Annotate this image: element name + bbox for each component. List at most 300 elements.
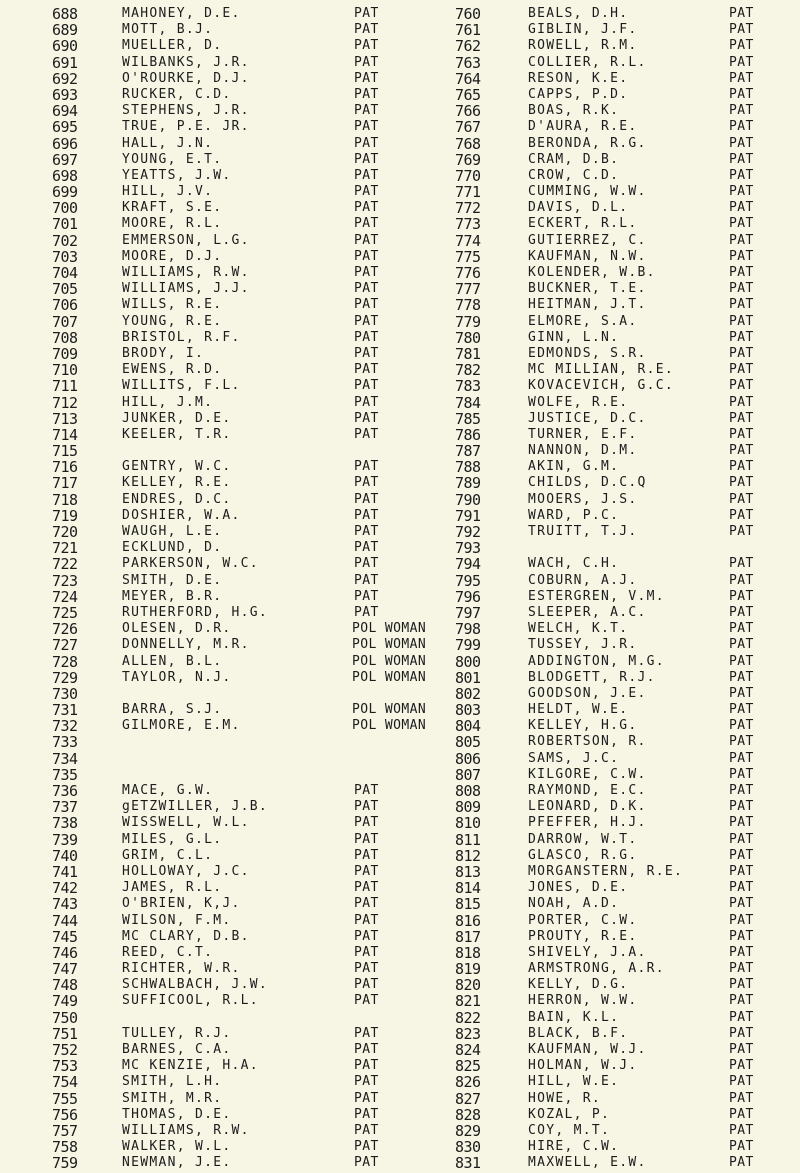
officer-rank: PAT xyxy=(354,1106,379,1122)
officer-rank: PAT xyxy=(354,70,379,86)
officer-rank: POL WOMAN xyxy=(352,669,427,685)
officer-rank: PAT xyxy=(354,896,379,912)
officer-name: GENTRY, W.C. xyxy=(122,459,232,475)
badge-number: 755 xyxy=(52,1089,78,1108)
officer-name: HOWE, R. xyxy=(528,1090,602,1106)
officer-rank: PAT xyxy=(729,507,754,523)
badge-number: 756 xyxy=(52,1105,78,1124)
officer-rank: PAT xyxy=(354,345,379,361)
badge-number: 830 xyxy=(455,1138,481,1157)
officer-rank: PAT xyxy=(729,86,754,102)
badge-number: 701 xyxy=(52,215,78,234)
badge-number: 831 xyxy=(455,1154,481,1173)
officer-name: ESTERGREN, V.M. xyxy=(528,588,665,604)
badge-number: 749 xyxy=(52,992,78,1011)
badge-number: 789 xyxy=(455,474,481,493)
badge-number: 778 xyxy=(455,296,481,315)
badge-number: 783 xyxy=(455,377,481,396)
officer-name: NEWMAN, J.E. xyxy=(122,1155,232,1171)
officer-rank: PAT xyxy=(354,1058,379,1074)
officer-name: WILLIAMS, J.J. xyxy=(122,281,250,297)
officer-name: MOORE, D.J. xyxy=(122,248,223,264)
officer-name: KELLY, D.G. xyxy=(528,977,629,993)
officer-rank: PAT xyxy=(729,896,754,912)
badge-number: 696 xyxy=(52,134,78,153)
badge-number: 730 xyxy=(52,684,78,703)
badge-number: 721 xyxy=(52,539,78,558)
officer-name: HIRE, C.W. xyxy=(528,1139,620,1155)
officer-rank: PAT xyxy=(354,38,379,54)
officer-name: BUCKNER, T.E. xyxy=(528,281,647,297)
officer-name: WILLIAMS, R.W. xyxy=(122,1122,250,1138)
officer-name: DOSHIER, W.A. xyxy=(122,507,241,523)
badge-number: 698 xyxy=(52,166,78,185)
officer-rank: PAT xyxy=(729,993,754,1009)
officer-name: JAMES, R.L. xyxy=(122,880,223,896)
badge-number: 768 xyxy=(455,134,481,153)
officer-rank: PAT xyxy=(729,847,754,863)
officer-name: TAYLOR, N.J. xyxy=(122,669,232,685)
badge-number: 814 xyxy=(455,879,481,898)
officer-rank: PAT xyxy=(729,232,754,248)
badge-number: 764 xyxy=(455,69,481,88)
officer-rank: PAT xyxy=(354,265,379,280)
officer-rank: PAT xyxy=(354,507,379,523)
officer-name: ELMORE, S.A. xyxy=(528,313,638,329)
officer-name: YEATTS, J.W. xyxy=(122,167,232,183)
officer-name: MEYER, B.R. xyxy=(122,588,223,604)
badge-number: 780 xyxy=(455,328,481,347)
officer-rank: POL WOMAN xyxy=(352,653,427,669)
officer-rank: PAT xyxy=(729,588,754,604)
officer-rank: PAT xyxy=(354,313,379,329)
officer-name: WILLITS, F.L. xyxy=(122,378,241,394)
badge-number: 704 xyxy=(52,264,78,282)
officer-name: WILSON, F.M. xyxy=(122,912,232,928)
officer-rank: PAT xyxy=(354,1122,379,1138)
officer-rank: PAT xyxy=(729,1090,754,1106)
officer-rank: PAT xyxy=(729,944,754,960)
officer-name: SMITH, L.H. xyxy=(122,1074,223,1090)
officer-rank: PAT xyxy=(729,1155,754,1171)
officer-rank: PAT xyxy=(729,604,754,620)
officer-name: DARROW, W.T. xyxy=(528,831,638,847)
officer-name: SMITH, M.R. xyxy=(122,1090,223,1106)
badge-number: 706 xyxy=(52,296,78,315)
officer-name: KOVACEVICH, G.C. xyxy=(528,378,675,394)
officer-name: KOZAL, P. xyxy=(528,1106,611,1122)
badge-number: 822 xyxy=(455,1008,481,1027)
officer-name: KELLEY, H.G. xyxy=(528,718,638,734)
badge-number: 751 xyxy=(52,1024,78,1043)
officer-name: BRODY, I. xyxy=(122,345,205,361)
badge-number: 769 xyxy=(455,150,481,169)
officer-name: GLASCO, R.G. xyxy=(528,847,638,863)
officer-name: JONES, D.E. xyxy=(528,880,629,896)
badge-number: 710 xyxy=(52,361,78,380)
badge-number: 784 xyxy=(455,393,481,412)
badge-number: 719 xyxy=(52,506,78,525)
badge-number: 734 xyxy=(52,749,78,768)
officer-name: BERONDA, R.G. xyxy=(528,135,647,151)
badge-number: 779 xyxy=(455,312,481,331)
badge-number: 716 xyxy=(52,458,78,477)
badge-number: 763 xyxy=(455,53,481,72)
badge-number: 699 xyxy=(52,183,78,202)
officer-name: MOTT, B.J. xyxy=(122,22,214,38)
officer-name: BLACK, B.F. xyxy=(528,1025,629,1041)
badge-number: 728 xyxy=(52,652,78,671)
badge-number: 786 xyxy=(455,425,481,444)
badge-number: 694 xyxy=(52,102,78,121)
officer-rank: PAT xyxy=(729,135,754,151)
officer-rank: PAT xyxy=(729,702,754,718)
officer-rank: PAT xyxy=(354,831,379,847)
officer-name: THOMAS, D.E. xyxy=(122,1106,232,1122)
officer-name: HELDT, W.E. xyxy=(528,702,629,718)
officer-rank: PAT xyxy=(354,977,379,993)
badge-number: 777 xyxy=(455,280,481,299)
officer-name: MC KENZIE, H.A. xyxy=(122,1058,259,1074)
badge-number: 729 xyxy=(52,668,78,687)
officer-name: TURNER, E.F. xyxy=(528,426,638,442)
badge-number: 759 xyxy=(52,1154,78,1173)
officer-name: BEALS, D.H. xyxy=(528,6,629,21)
officer-name: NOAH, A.D. xyxy=(528,896,620,912)
officer-name: KRAFT, S.E. xyxy=(122,200,223,216)
officer-rank: POL WOMAN xyxy=(352,702,427,718)
officer-name: GUTIERREZ, C. xyxy=(528,232,647,248)
officer-name: RESON, K.E. xyxy=(528,70,629,86)
officer-rank: PAT xyxy=(729,410,754,426)
officer-name: KELLEY, R.E. xyxy=(122,475,232,491)
officer-rank: PAT xyxy=(354,248,379,264)
officer-name: HILL, J.M. xyxy=(122,394,214,410)
officer-rank: PAT xyxy=(354,135,379,151)
officer-rank: PAT xyxy=(354,944,379,960)
officer-rank: PAT xyxy=(354,1074,379,1090)
badge-number: 713 xyxy=(52,409,78,428)
badge-number: 782 xyxy=(455,361,481,380)
officer-rank: PAT xyxy=(729,653,754,669)
officer-rank: PAT xyxy=(729,70,754,86)
officer-name: NANNON, D.M. xyxy=(528,443,638,459)
officer-rank: PAT xyxy=(729,184,754,200)
badge-number: 824 xyxy=(455,1041,481,1059)
badge-number: 689 xyxy=(52,21,78,40)
officer-rank: PAT xyxy=(354,540,379,556)
badge-number: 802 xyxy=(455,684,481,703)
badge-number: 752 xyxy=(52,1041,78,1059)
officer-rank: PAT xyxy=(729,928,754,944)
badge-number: 758 xyxy=(52,1138,78,1157)
badge-number: 807 xyxy=(455,765,481,784)
badge-number: 738 xyxy=(52,814,78,833)
officer-rank: PAT xyxy=(729,863,754,879)
officer-rank: PAT xyxy=(354,6,379,21)
officer-name: SUFFICOOL, R.L. xyxy=(122,993,259,1009)
officer-rank: PAT xyxy=(729,961,754,977)
officer-name: GOODSON, J.E. xyxy=(528,685,647,701)
badge-number: 748 xyxy=(52,976,78,995)
officer-rank: PAT xyxy=(729,718,754,734)
officer-rank: PAT xyxy=(729,248,754,264)
badge-number: 705 xyxy=(52,280,78,299)
officer-name: TULLEY, R.J. xyxy=(122,1025,232,1041)
officer-rank: PAT xyxy=(354,815,379,831)
officer-name: WELCH, K.T. xyxy=(528,621,629,637)
badge-number: 796 xyxy=(455,587,481,606)
officer-name: CAPPS, P.D. xyxy=(528,86,629,102)
badge-number: 743 xyxy=(52,895,78,914)
officer-rank: PAT xyxy=(729,1058,754,1074)
officer-name: CHILDS, D.C.Q xyxy=(528,475,647,491)
badge-number: 811 xyxy=(455,830,481,849)
badge-number: 739 xyxy=(52,830,78,849)
badge-number: 735 xyxy=(52,765,78,784)
badge-number: 736 xyxy=(52,782,78,800)
officer-rank: PAT xyxy=(729,6,754,21)
officer-rank: PAT xyxy=(729,216,754,232)
officer-name: LEONARD, D.K. xyxy=(528,799,647,815)
officer-rank: PAT xyxy=(354,394,379,410)
officer-rank: POL WOMAN xyxy=(352,621,427,637)
officer-rank: PAT xyxy=(354,880,379,896)
badge-number: 771 xyxy=(455,183,481,202)
badge-number: 731 xyxy=(52,701,78,720)
badge-number: 821 xyxy=(455,992,481,1011)
officer-name: TRUE, P.E. JR. xyxy=(122,119,250,135)
officer-rank: PAT xyxy=(729,38,754,54)
officer-rank: PAT xyxy=(354,410,379,426)
officer-rank: PAT xyxy=(729,491,754,507)
officer-rank: PAT xyxy=(729,103,754,119)
officer-name: BOAS, R.K. xyxy=(528,103,620,119)
badge-number: 766 xyxy=(455,102,481,121)
officer-name: ALLEN, B.L. xyxy=(122,653,223,669)
officer-name: MACE, G.W. xyxy=(122,783,214,798)
officer-rank: PAT xyxy=(729,378,754,394)
officer-rank: PAT xyxy=(729,281,754,297)
badge-number: 702 xyxy=(52,231,78,250)
officer-name: TUSSEY, J.R. xyxy=(528,637,638,653)
officer-name: WILLS, R.E. xyxy=(122,297,223,313)
badge-number: 697 xyxy=(52,150,78,169)
officer-name: WARD, P.C. xyxy=(528,507,620,523)
badge-number: 711 xyxy=(52,377,78,396)
officer-rank: PAT xyxy=(729,345,754,361)
badge-number: 760 xyxy=(455,5,481,23)
officer-rank: PAT xyxy=(729,912,754,928)
officer-rank: PAT xyxy=(354,281,379,297)
officer-rank: PAT xyxy=(729,1042,754,1057)
officer-name: HERRON, W.W. xyxy=(528,993,638,1009)
officer-name: GIBLIN, J.F. xyxy=(528,22,638,38)
badge-number: 757 xyxy=(52,1121,78,1140)
badge-number: 792 xyxy=(455,523,481,541)
officer-name: PORTER, C.W. xyxy=(528,912,638,928)
badge-number: 825 xyxy=(455,1057,481,1076)
badge-number: 724 xyxy=(52,587,78,606)
officer-rank: PAT xyxy=(354,588,379,604)
badge-number: 745 xyxy=(52,927,78,946)
badge-number: 817 xyxy=(455,927,481,946)
officer-rank: PAT xyxy=(354,216,379,232)
badge-number: 726 xyxy=(52,620,78,639)
officer-rank: PAT xyxy=(729,313,754,329)
officer-name: JUNKER, D.E. xyxy=(122,410,232,426)
officer-rank: PAT xyxy=(354,604,379,620)
officer-rank: PAT xyxy=(729,556,754,572)
badge-number: 733 xyxy=(52,733,78,752)
badge-number: 800 xyxy=(455,652,481,671)
badge-number: 810 xyxy=(455,814,481,833)
officer-rank: PAT xyxy=(354,200,379,216)
badge-number: 690 xyxy=(52,37,78,56)
officer-name: HEITMAN, J.T. xyxy=(528,297,647,313)
badge-number: 767 xyxy=(455,118,481,137)
badge-number: 823 xyxy=(455,1024,481,1043)
officer-name: CRAM, D.B. xyxy=(528,151,620,167)
officer-rank: PAT xyxy=(354,961,379,977)
officer-name: SAMS, J.C. xyxy=(528,750,620,766)
badge-number: 708 xyxy=(52,328,78,347)
officer-name: TRUITT, T.J. xyxy=(528,524,638,539)
officer-rank: PAT xyxy=(354,1139,379,1155)
officer-name: MOORE, R.L. xyxy=(122,216,223,232)
officer-name: MORGANSTERN, R.E. xyxy=(528,863,684,879)
officer-rank: PAT xyxy=(729,1139,754,1155)
badge-number: 725 xyxy=(52,603,78,622)
officer-rank: PAT xyxy=(729,685,754,701)
officer-rank: PAT xyxy=(729,362,754,378)
badge-number: 688 xyxy=(52,5,78,23)
officer-name: WAUGH, L.E. xyxy=(122,524,223,539)
officer-rank: PAT xyxy=(729,734,754,750)
officer-name: MUELLER, D. xyxy=(122,38,223,54)
officer-name: HALL, J.N. xyxy=(122,135,214,151)
officer-name: HILL, W.E. xyxy=(528,1074,620,1090)
officer-name: ECKERT, R.L. xyxy=(528,216,638,232)
officer-rank: PAT xyxy=(729,1122,754,1138)
officer-rank: PAT xyxy=(354,119,379,135)
officer-name: ENDRES, D.C. xyxy=(122,491,232,507)
officer-rank: PAT xyxy=(354,1025,379,1041)
officer-name: ADDINGTON, M.G. xyxy=(528,653,665,669)
officer-name: REED, C.T. xyxy=(122,944,214,960)
officer-rank: PAT xyxy=(354,151,379,167)
badge-number: 808 xyxy=(455,782,481,800)
officer-rank: PAT xyxy=(729,637,754,653)
officer-name: BARNES, C.A. xyxy=(122,1042,232,1057)
officer-rank: PAT xyxy=(354,167,379,183)
officer-rank: PAT xyxy=(729,815,754,831)
officer-name: SMITH, D.E. xyxy=(122,572,223,588)
officer-name: GINN, L.N. xyxy=(528,329,620,345)
officer-name: RUCKER, C.D. xyxy=(122,86,232,102)
officer-name: KEELER, T.R. xyxy=(122,426,232,442)
officer-name: MC CLARY, D.B. xyxy=(122,928,250,944)
officer-name: YOUNG, E.T. xyxy=(122,151,223,167)
badge-number: 785 xyxy=(455,409,481,428)
officer-name: WILLIAMS, R.W. xyxy=(122,265,250,280)
badge-number: 790 xyxy=(455,490,481,509)
officer-rank: PAT xyxy=(354,524,379,539)
badge-number: 765 xyxy=(455,85,481,104)
badge-number: 793 xyxy=(455,539,481,558)
officer-rank: PAT xyxy=(354,1090,379,1106)
officer-name: BARRA, S.J. xyxy=(122,702,223,718)
officer-rank: PAT xyxy=(729,22,754,38)
officer-rank: PAT xyxy=(729,783,754,798)
badge-number: 761 xyxy=(455,21,481,40)
officer-rank: PAT xyxy=(354,556,379,572)
officer-name: RAYMOND, E.C. xyxy=(528,783,647,798)
officer-name: HOLLOWAY, J.C. xyxy=(122,863,250,879)
officer-name: MAHONEY, D.E. xyxy=(122,6,241,21)
badge-number: 718 xyxy=(52,490,78,509)
officer-name: MAXWELL, E.W. xyxy=(528,1155,647,1171)
badge-number: 809 xyxy=(455,798,481,817)
badge-number: 700 xyxy=(52,199,78,218)
badge-number: 773 xyxy=(455,215,481,234)
officer-rank: PAT xyxy=(729,459,754,475)
badge-number: 775 xyxy=(455,247,481,266)
officer-rank: PAT xyxy=(729,1106,754,1122)
officer-rank: PAT xyxy=(729,475,754,491)
officer-rank: PAT xyxy=(354,1155,379,1171)
badge-number: 744 xyxy=(52,911,78,930)
officer-rank: PAT xyxy=(354,491,379,507)
badge-number: 827 xyxy=(455,1089,481,1108)
officer-rank: PAT xyxy=(354,928,379,944)
badge-number: 799 xyxy=(455,636,481,655)
officer-name: EMMERSON, L.G. xyxy=(122,232,250,248)
officer-name: MOOERS, J.S. xyxy=(528,491,638,507)
badge-number: 709 xyxy=(52,344,78,363)
badge-number: 750 xyxy=(52,1008,78,1027)
officer-rank: PAT xyxy=(354,993,379,1009)
badge-number: 720 xyxy=(52,523,78,541)
badge-number: 754 xyxy=(52,1073,78,1092)
badge-number: 794 xyxy=(455,555,481,574)
officer-name: RUTHERFORD, H.G. xyxy=(122,604,269,620)
officer-rank: PAT xyxy=(729,426,754,442)
officer-rank: PAT xyxy=(354,475,379,491)
badge-number: 776 xyxy=(455,264,481,282)
officer-name: CUMMING, W.W. xyxy=(528,184,647,200)
badge-number: 703 xyxy=(52,247,78,266)
officer-rank: PAT xyxy=(729,329,754,345)
officer-name: EWENS, R.D. xyxy=(122,362,223,378)
officer-rank: PAT xyxy=(354,329,379,345)
officer-name: ARMSTRONG, A.R. xyxy=(528,961,665,977)
officer-rank: PAT xyxy=(354,863,379,879)
badge-number: 815 xyxy=(455,895,481,914)
badge-number: 795 xyxy=(455,571,481,590)
officer-name: BLODGETT, R.J. xyxy=(528,669,656,685)
badge-number: 732 xyxy=(52,717,78,736)
badge-number: 695 xyxy=(52,118,78,137)
officer-name: CROW, C.D. xyxy=(528,167,620,183)
badge-number: 797 xyxy=(455,603,481,622)
badge-number: 762 xyxy=(455,37,481,56)
badge-number: 804 xyxy=(455,717,481,736)
officer-name: gETZWILLER, J.B. xyxy=(122,799,269,815)
officer-name: SLEEPER, A.C. xyxy=(528,604,647,620)
officer-name: SHIVELY, J.A. xyxy=(528,944,647,960)
badge-number: 826 xyxy=(455,1073,481,1092)
